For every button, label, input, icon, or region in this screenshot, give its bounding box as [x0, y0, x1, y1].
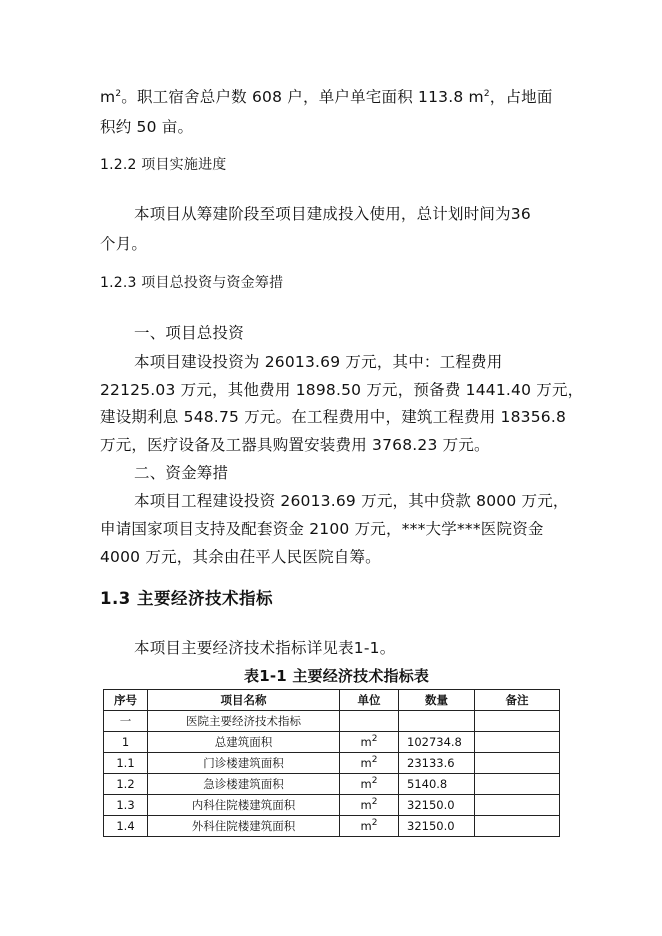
cell-idx: 1.1: [104, 753, 148, 774]
superscript: 2: [115, 88, 122, 99]
section-heading-1-2-3: 1.2.3 项目总投资与资金筹措: [100, 275, 284, 291]
superscript: 2: [483, 88, 490, 99]
unit-text: m: [360, 798, 372, 812]
header-cell: 序号: [104, 690, 148, 711]
paragraph-line: 本项目从筹建阶段至项目建成投入使用，总计划时间为36: [134, 205, 531, 223]
header-cell: 数量: [399, 690, 475, 711]
indicator-table: [103, 689, 560, 837]
unit-superscript: 2: [371, 776, 378, 787]
cell-unit: [340, 753, 399, 774]
cell-note: [475, 774, 560, 795]
cell-name: 医院主要经济技术指标: [148, 711, 340, 732]
cell-note: [475, 711, 560, 732]
paragraph-line: 积约 50 亩。: [100, 118, 194, 136]
table-row: [104, 711, 560, 732]
table-row: [104, 732, 560, 753]
paragraph-line: 本项目建设投资为 26013.69 万元，其中：工程费用: [134, 353, 503, 371]
unit-superscript: 2: [371, 818, 378, 829]
text-fragment: ，占地面: [489, 88, 553, 106]
table-row: [104, 816, 560, 837]
paragraph-line: 4000 万元，其余由茌平人民医院自筹。: [100, 548, 381, 566]
cell-idx: 1: [104, 732, 148, 753]
paragraph-line: 个月。: [100, 235, 148, 253]
table-row: [104, 753, 560, 774]
cell-unit: [340, 711, 399, 732]
cell-unit: [340, 816, 399, 837]
cell-unit: [340, 732, 399, 753]
paragraph-line: [100, 87, 553, 107]
table-header-row: [104, 690, 560, 711]
cell-qty: 32150.0: [399, 795, 475, 816]
table-row: [104, 795, 560, 816]
cell-unit: [340, 774, 399, 795]
cell-name: 急诊楼建筑面积: [148, 774, 340, 795]
cell-idx: 1.2: [104, 774, 148, 795]
cell-qty: 102734.8: [399, 732, 475, 753]
section-heading-1-2-2: 1.2.2 项目实施进度: [100, 157, 227, 173]
cell-name: 门诊楼建筑面积: [148, 753, 340, 774]
cell-qty: [399, 711, 475, 732]
unit-text: m: [360, 756, 372, 770]
text-fragment: m: [100, 88, 116, 106]
cell-note: [475, 732, 560, 753]
unit-text: m: [360, 777, 372, 791]
unit-superscript: 2: [371, 797, 378, 808]
cell-qty: 23133.6: [399, 753, 475, 774]
subheading: 二、资金筹措: [134, 464, 229, 482]
cell-qty: 5140.8: [399, 774, 475, 795]
paragraph-line: 本项目主要经济技术指标详见表1-1。: [134, 639, 396, 657]
unit-text: m: [360, 735, 372, 749]
table-row: [104, 774, 560, 795]
cell-note: [475, 816, 560, 837]
cell-qty: 32150.0: [399, 816, 475, 837]
table-caption: 表1-1 主要经济技术指标表: [244, 667, 430, 685]
cell-name: 内科住院楼建筑面积: [148, 795, 340, 816]
header-cell: 备注: [475, 690, 560, 711]
paragraph-line: 申请国家项目支持及配套资金 2100 万元，***大学***医院资金: [100, 520, 544, 538]
cell-idx: 1.4: [104, 816, 148, 837]
paragraph-line: 22125.03 万元，其他费用 1898.50 万元，预备费 1441.40 万元，: [100, 381, 584, 399]
cell-name: 外科住院楼建筑面积: [148, 816, 340, 837]
unit-superscript: 2: [371, 755, 378, 766]
header-cell: 项目名称: [148, 690, 340, 711]
cell-idx: 一: [104, 711, 148, 732]
paragraph-line: 万元，医疗设备及工器具购置安装费用 3768.23 万元。: [100, 436, 490, 454]
cell-name: 总建筑面积: [148, 732, 340, 753]
cell-note: [475, 753, 560, 774]
unit-text: m: [360, 819, 372, 833]
section-heading-1-3: 1.3 主要经济技术指标: [100, 589, 273, 608]
unit-superscript: 2: [371, 734, 378, 745]
header-cell: 单位: [340, 690, 399, 711]
text-fragment: 。职工宿舍总户数 608 户，单户单宅面积 113.8 m: [121, 88, 484, 106]
cell-note: [475, 795, 560, 816]
paragraph-line: 本项目工程建设投资 26013.69 万元，其中贷款 8000 万元，: [134, 492, 569, 510]
cell-unit: [340, 795, 399, 816]
subheading: 一、项目总投资: [134, 324, 244, 342]
cell-idx: 1.3: [104, 795, 148, 816]
paragraph-line: 建设期利息 548.75 万元。在工程费用中，建筑工程费用 18356.8: [100, 408, 567, 426]
